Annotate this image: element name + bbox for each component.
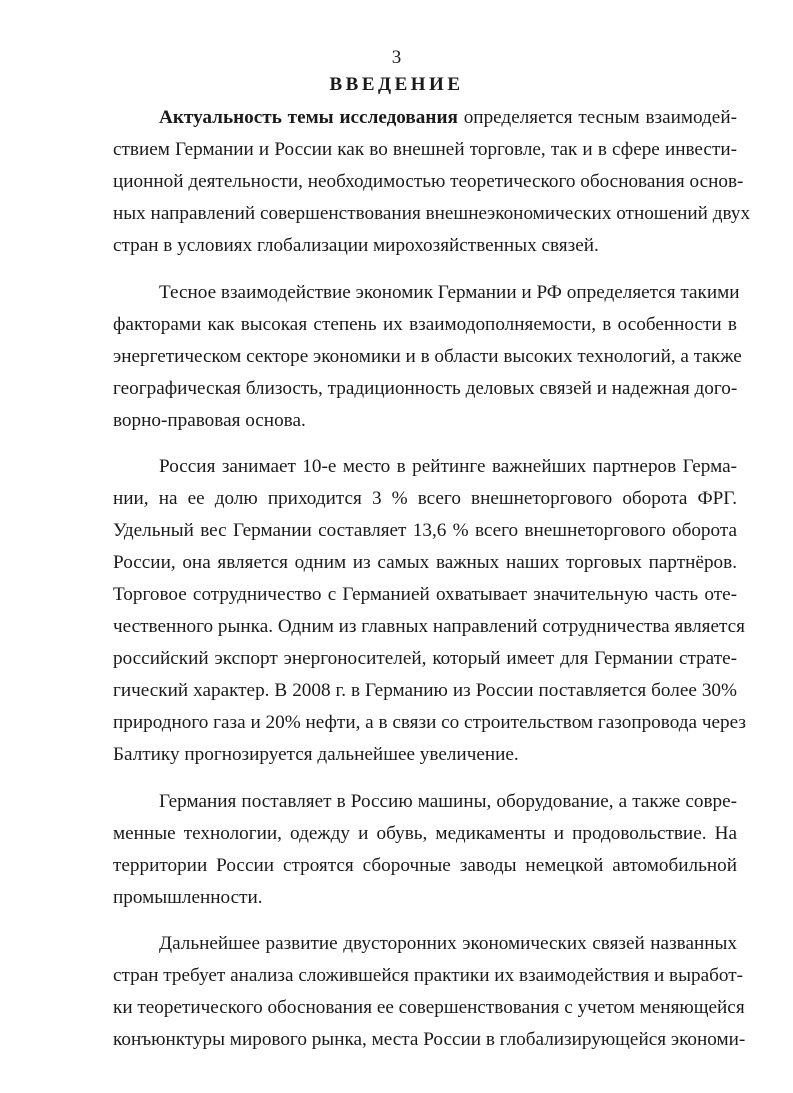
text-line: территории России строятся сборочные заводы немецкой автомобильной	[113, 854, 737, 876]
text-line: ворно-правовая основа.	[113, 409, 306, 431]
page-number: 3	[391, 47, 402, 68]
text-line: Дальнейшее развитие двусторонних экономических связей названных	[159, 933, 737, 954]
line-text: определяется тесным взаимодей-	[457, 107, 737, 128]
relevance-lead: Актуальность темы исследования	[159, 107, 458, 128]
text-line: ки теоретического обоснования ее совершенствования с учетом меняющейся	[113, 997, 745, 1018]
text-line: Германия поставляет в Россию машины, оборудование, а также совре-	[159, 790, 737, 812]
document-body	[113, 102, 751, 1056]
text-line: российский экспорт энергоносителей, который имеет для Германии страте-	[113, 648, 737, 669]
text-line: промышленности.	[113, 886, 263, 908]
text-line: природного газа и 20% нефти, а в связи со строительством газопровода через	[113, 712, 746, 733]
text-line: ционной деятельности, необходимостью теоретического обоснования основ-	[113, 171, 744, 192]
paragraph-exports	[113, 786, 737, 914]
text-line: Тесное взаимодействие экономик Германии и РФ определяется такими	[159, 281, 740, 303]
text-line: стран требует анализа сложившейся практики их взаимодействия и выработ-	[113, 965, 743, 986]
paragraph-trade	[113, 451, 746, 771]
text-line: географическая близость, традиционность деловых связей и надежная дого-	[113, 377, 738, 399]
text-line: гический характер. В 2008 г. в Германию из России поставляется более 30%	[113, 680, 737, 701]
text-line: Удельный вес Германии составляет 13,6 % всего внешнеторгового оборота	[113, 520, 737, 541]
paragraph-relevance	[113, 102, 751, 262]
text-line: Торговое сотрудничество с Германией охватывает значительную часть оте-	[113, 584, 737, 605]
page-heading: ВВЕДЕНИЕ	[329, 74, 464, 95]
text-line: Россия занимает 10-е место в рейтинге важнейших партнеров Герма-	[159, 456, 737, 477]
text-line: Балтику прогнозируется дальнейшее увеличение.	[113, 744, 519, 765]
text-line	[113, 102, 737, 134]
text-line: ствием Германии и России как во внешней торговле, так и в сфере инвести-	[113, 139, 737, 160]
text-line: факторами как высокая степень их взаимодополняемости, в особенности в	[113, 313, 737, 335]
text-line: чественного рынка. Одним из главных направлений сотрудничества является	[113, 616, 745, 637]
text-line: конъюнктуры мирового рынка, места России в глобализирующейся экономи-	[113, 1029, 746, 1050]
paragraph-development	[113, 928, 746, 1056]
paragraph-interaction	[113, 277, 742, 437]
text-line: менные технологии, одежду и обувь, медикаменты и продовольствие. На	[113, 822, 737, 844]
text-line: России, она является одним из самых важных наших торговых партнёров.	[113, 552, 737, 573]
text-line: энергетическом секторе экономики и в области высоких технологий, а также	[113, 345, 742, 367]
text-line: нии, на ее долю приходится 3 % всего внешнеторгового оборота ФРГ.	[113, 488, 737, 509]
text-line: стран в условиях глобализации мирохозяйственных связей.	[113, 235, 599, 256]
text-line: ных направлений совершенствования внешнеэкономических отношений двух	[113, 203, 751, 224]
